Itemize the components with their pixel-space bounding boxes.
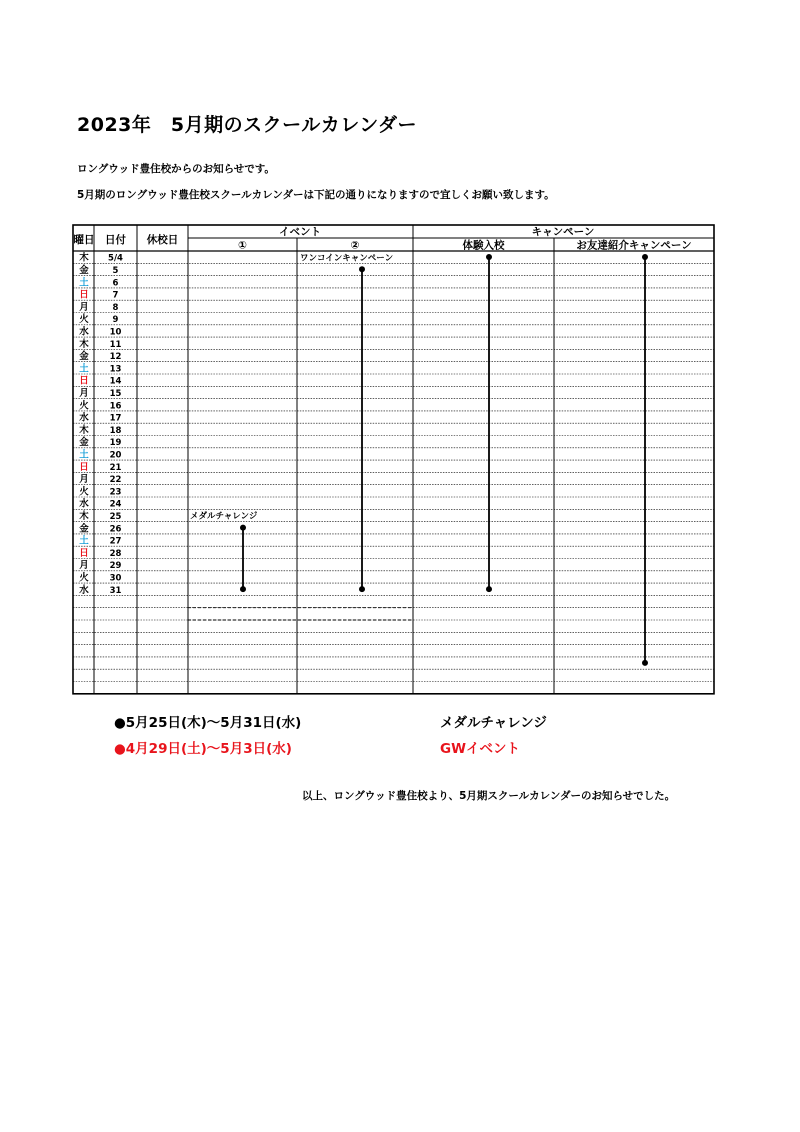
header-holiday: 休校日	[146, 234, 179, 246]
date-cell: 5/4	[108, 253, 123, 264]
date-cell: 30	[109, 573, 122, 584]
event-bar-one-coin-start-dot	[359, 266, 365, 272]
weekday-cell: 火	[79, 486, 89, 498]
header-event-2: ②	[350, 239, 360, 252]
weekday-cell: 月	[79, 474, 89, 486]
date-cell: 20	[109, 450, 122, 461]
date-cell: 28	[109, 548, 122, 559]
date-cell: 26	[109, 524, 122, 535]
header-event-group: イベント	[279, 226, 321, 238]
date-cell: 13	[109, 364, 122, 375]
date-cell: 19	[109, 438, 122, 449]
weekday-cell: 金	[79, 523, 89, 535]
weekday-cell: 火	[79, 572, 89, 584]
intro-line-2: 5月期のロングウッド豊住校スクールカレンダーは下記の通りになりますので宜しくお願い致します。	[77, 189, 555, 201]
weekday-cell: 日	[79, 461, 89, 473]
weekday-cell: 水	[79, 326, 89, 338]
event-bar-medal-start-dot	[240, 525, 246, 531]
campaign-bar-trial-start-dot	[486, 254, 492, 260]
legend-period-gw: ●4月29日(土)～5月3日(水)	[114, 741, 292, 757]
event-bar-one-coin-end-dot	[359, 586, 365, 592]
date-cell: 7	[112, 290, 119, 301]
event-bar-medal-end-dot	[240, 586, 246, 592]
weekday-cell: 火	[79, 400, 89, 412]
weekday-cell: 金	[79, 351, 89, 363]
header-campaign-1: 体験入校	[462, 239, 505, 252]
campaign-bar-referral-end-dot	[642, 660, 648, 666]
date-cell: 16	[109, 401, 122, 412]
weekday-cell: 木	[79, 424, 89, 436]
date-cell: 12	[109, 352, 122, 363]
weekday-cell: 木	[79, 511, 89, 522]
weekday-cell: 土	[79, 363, 89, 375]
table-frame	[73, 225, 714, 694]
date-cell: 14	[109, 376, 122, 387]
header-event-1: ①	[238, 239, 247, 252]
date-cell: 15	[109, 389, 122, 399]
date-cell: 5	[112, 266, 119, 276]
date-cell: 6	[112, 278, 119, 289]
weekday-cell: 土	[79, 535, 89, 547]
weekday-cell: 木	[79, 338, 89, 350]
date-cell: 10	[109, 327, 122, 338]
date-cell: 18	[109, 425, 122, 436]
page-title: 2023年 5月期のスクールカレンダー	[77, 114, 417, 136]
header-date: 日付	[105, 234, 126, 246]
closing-note: 以上、ロングウッド豊住校より、5月期スクールカレンダーのお知らせでした。	[302, 790, 676, 802]
legend-name-gw: GWイベント	[440, 741, 520, 757]
header-weekday: 曜日	[73, 234, 95, 246]
weekday-cell: 木	[79, 252, 89, 264]
weekday-cell: 金	[79, 437, 89, 449]
header-campaign-2: お友達紹介キャンペーン	[576, 239, 692, 252]
date-cell: 22	[109, 475, 122, 486]
weekday-cell: 金	[79, 265, 89, 276]
date-cell: 29	[109, 561, 122, 572]
date-cell: 21	[109, 462, 122, 473]
weekday-cell: 日	[79, 375, 89, 387]
weekday-cell: 月	[79, 388, 89, 399]
date-cell: 24	[109, 499, 122, 510]
legend-period-medal: ●5月25日(木)～5月31日(水)	[114, 715, 302, 731]
weekday-cell: 水	[79, 412, 89, 424]
date-cell: 9	[112, 315, 119, 326]
date-cell: 11	[109, 339, 122, 350]
intro-line-1: ロングウッド豊住校からのお知らせです。	[77, 163, 275, 175]
event-bar-medal-label: メダルチャレンジ	[190, 511, 258, 522]
campaign-bar-referral-start-dot	[642, 254, 648, 260]
weekday-cell: 月	[79, 560, 89, 572]
date-cell: 8	[112, 302, 119, 313]
date-cell: 31	[109, 585, 122, 596]
weekday-cell: 土	[79, 449, 89, 461]
weekday-cell: 水	[79, 584, 89, 596]
weekday-cell: 日	[79, 547, 89, 559]
weekday-cell: 土	[79, 277, 89, 289]
weekday-cell: 月	[79, 301, 89, 313]
legend-name-medal: メダルチャレンジ	[440, 715, 547, 731]
campaign-bar-trial-end-dot	[486, 586, 492, 592]
weekday-cell: 日	[79, 289, 89, 301]
weekday-cell: 火	[79, 314, 89, 326]
date-cell: 27	[109, 536, 122, 547]
event-bar-one-coin-label: ワンコインキャンペーン	[300, 253, 394, 264]
date-cell: 17	[109, 413, 122, 424]
date-cell: 25	[109, 512, 122, 522]
weekday-cell: 水	[79, 498, 89, 510]
date-cell: 23	[109, 487, 122, 498]
header-campaign-group: キャンペーン	[531, 226, 595, 238]
